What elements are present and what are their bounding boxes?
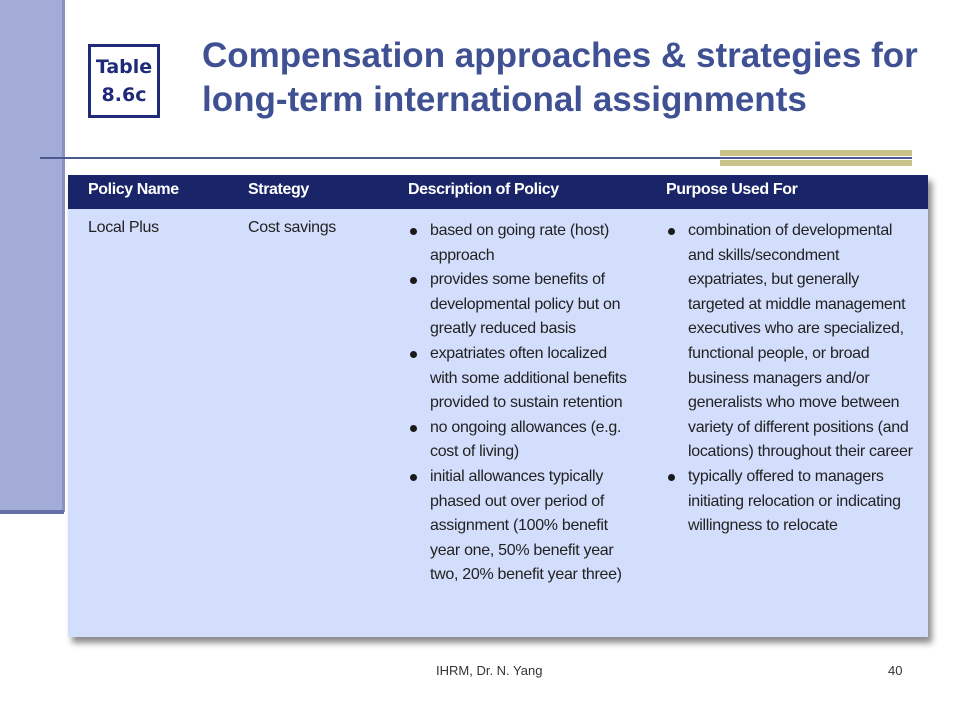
description-item: expatriates often localized with some additional benefits provided to sustain retention: [408, 342, 630, 416]
cell-purpose: [666, 219, 914, 539]
slide-title: Compensation approaches & strategies for long-term international assignments: [202, 36, 918, 119]
description-item: based on going rate (host) approach: [408, 219, 630, 268]
purpose-item: typically offered to managers initiating relocation or indicating willingness to relocate: [666, 465, 914, 539]
description-item: no ongoing allowances (e.g. cost of living): [408, 416, 630, 465]
cell-policy-name: Local Plus: [88, 219, 159, 236]
description-item: initial allowances typically phased out over period of assignment (100% benefit year one, 50% benefit year two, 20% benefit year three): [408, 465, 630, 588]
badge-number: 8.6c: [101, 84, 147, 106]
page-number: 40: [888, 663, 903, 678]
table-number-badge: [88, 44, 160, 118]
purpose-item: combination of developmental and skills/secondment expatriates, but generally targeted at middle management executives who are specialized, functional people, or broad business managers and/or generalists who move between variety of different positions (and locations) throughout their career: [666, 219, 914, 465]
left-bar-shadow: [0, 510, 64, 514]
description-list: [408, 219, 630, 588]
title-underline: [40, 157, 912, 159]
footer-author: IHRM, Dr. N. Yang: [436, 663, 543, 678]
header-description: Description of Policy: [408, 181, 559, 198]
purpose-list: [666, 219, 914, 539]
header-purpose: Purpose Used For: [666, 181, 798, 198]
cell-description: [408, 219, 630, 588]
compensation-table: [68, 175, 928, 637]
accent-stripe-bottom: [720, 160, 912, 166]
badge-label: Table: [95, 56, 153, 78]
left-bar-edge: [62, 0, 65, 512]
description-item: provides some benefits of developmental policy but on greatly reduced basis: [408, 268, 630, 342]
header-strategy: Strategy: [248, 181, 309, 198]
cell-strategy: Cost savings: [248, 219, 336, 236]
left-decorative-bar: [0, 0, 64, 512]
accent-stripe-top: [720, 150, 912, 156]
header-policy-name: Policy Name: [88, 181, 179, 198]
table-header-row: [68, 175, 928, 209]
